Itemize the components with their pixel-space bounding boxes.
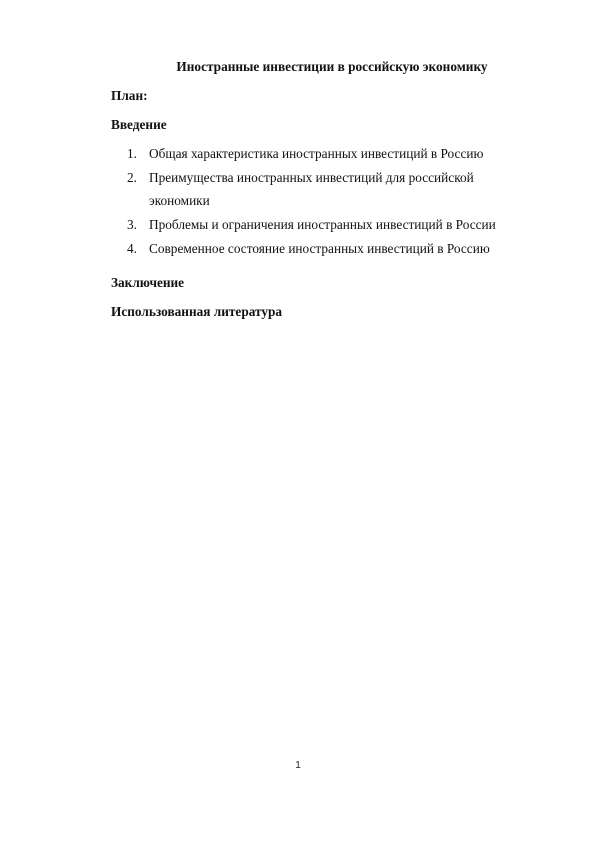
toc-item xyxy=(111,237,531,260)
toc-item xyxy=(111,213,531,236)
toc-item xyxy=(111,166,531,212)
toc-item-text: Преимущества иностранных инвестиций для российской экономики xyxy=(149,170,474,208)
toc-item-text: Общая характеристика иностранных инвестиций в Россию xyxy=(149,146,484,161)
toc-item-number: 3. xyxy=(127,217,137,232)
conclusion-heading: Заключение xyxy=(111,275,185,290)
table-of-contents xyxy=(111,142,531,261)
toc-item-number: 1. xyxy=(127,146,137,161)
document-title: Иностранные инвестиции в российскую экономику xyxy=(176,59,488,74)
toc-item-number: 2. xyxy=(127,170,137,185)
page-number: 1 xyxy=(295,760,301,771)
plan-heading: План: xyxy=(111,88,148,103)
introduction-heading: Введение xyxy=(111,117,167,132)
toc-item-number: 4. xyxy=(127,241,137,256)
toc-item-text: Проблемы и ограничения иностранных инвестиций в России xyxy=(149,217,496,232)
toc-item-text: Современное состояние иностранных инвестиций в Россию xyxy=(149,241,490,256)
toc-item xyxy=(111,142,531,165)
literature-heading: Использованная литература xyxy=(111,304,283,319)
